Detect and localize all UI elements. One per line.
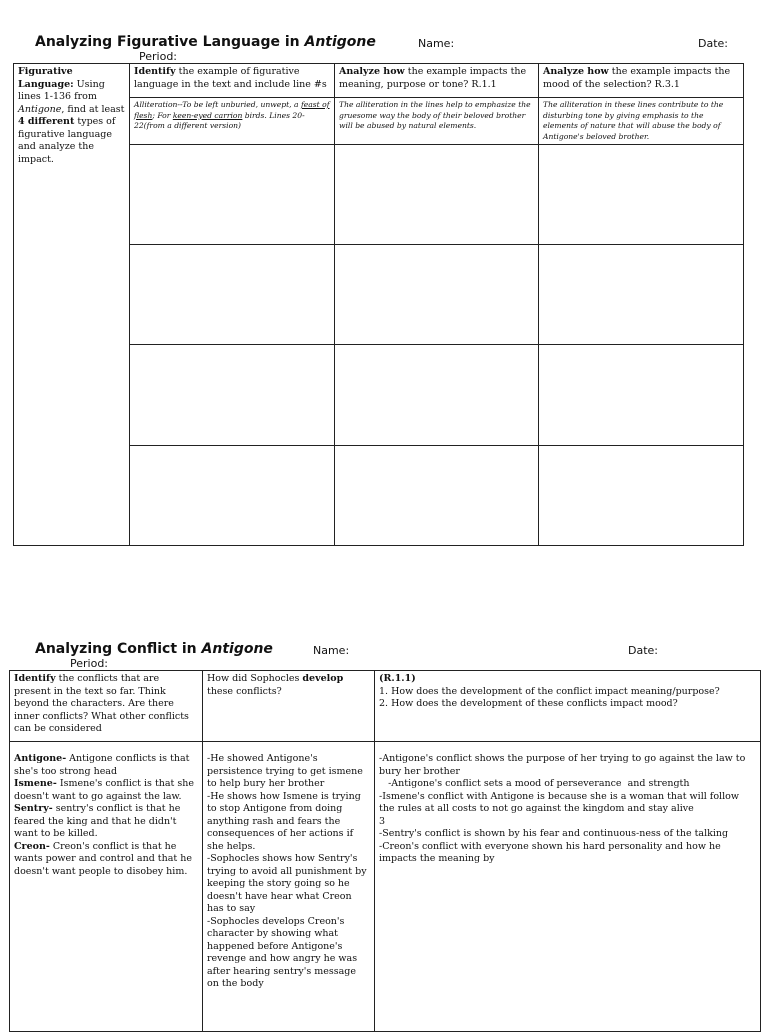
example-mood: The alliteration in these lines contribute to the disturbing tone by giving emphasis to the elements of nature that will abuse the body of Antigone's beloved brother.: [539, 98, 744, 145]
answer-cell[interactable]: [335, 245, 539, 345]
name-label: Name:: [418, 37, 455, 50]
period-label: Period:: [70, 657, 109, 670]
header-bold: develop: [302, 673, 344, 684]
title-prefix: Analyzing Conflict in: [35, 641, 197, 657]
name-label: Name:: [313, 644, 350, 657]
conflict-name: Antigone-: [14, 753, 67, 764]
conflict-name: Creon-: [14, 840, 50, 852]
conflicts-cell[interactable]: [10, 742, 203, 1032]
instructions-bold: Figurative Language:: [18, 66, 74, 90]
header-mood: [539, 64, 744, 98]
conflict-text: sentry's conflict is that he feared the king and that he didn't want to be killed.: [14, 803, 181, 839]
conflict-title: [35, 641, 273, 657]
answer-cell[interactable]: [335, 345, 539, 446]
conflict-text: Ismene's conflict is that she doesn't want to go against the law.: [14, 778, 194, 802]
example-text: Alliteration--To be left unburied, unwept, a: [134, 100, 301, 109]
table-header-row: [14, 64, 744, 98]
answer-cell[interactable]: [539, 145, 744, 245]
header-bold: Identify: [14, 673, 56, 684]
header-bold: Identify: [134, 66, 176, 77]
conflict-entry: [14, 753, 198, 778]
header-bold: (R.1.1): [379, 673, 416, 684]
instructions-cell: [14, 64, 130, 546]
header-text: How did Sophocles: [207, 673, 303, 684]
header-identify: [130, 64, 335, 98]
conflict-name: Sentry-: [14, 803, 53, 814]
example-text: ; For: [152, 110, 173, 120]
example-identify: [130, 98, 335, 145]
header-bold: Analyze how: [543, 66, 609, 77]
table-header-row: [10, 671, 761, 742]
answer-cell[interactable]: [130, 145, 335, 245]
header-text: the example of figurative language in the text and include line #s: [134, 66, 327, 90]
answer-cell[interactable]: [130, 345, 335, 446]
impact-cell[interactable]: -Antigone's conflict shows the purpose of her trying to go against the law to bury her brother -Antigone's conflict sets a mood of perseverance and strength -Ismene's conflict with Antigone is because she is a woman that will follow the rules at all costs to not go against the kingdom and stay alive 3 -Sentry's conflict is shown by his fear and continuous-ness of the talking -Creon's conflict with everyone shown his hard personality and how he impacts the meaning by: [375, 742, 761, 1032]
answer-cell[interactable]: [130, 245, 335, 345]
header-text: the example impacts the mood of the selection? R.3.1: [543, 66, 731, 90]
header-identify-conflicts: [10, 671, 203, 742]
instructions-bold: 4 different: [18, 116, 75, 127]
example-meaning: The alliteration in the lines help to emphasize the gruesome way the body of their beloved brother will be abused by natural elements.: [335, 98, 539, 145]
example-text: birds. Lines 20-22(from a different version): [134, 110, 305, 130]
title-work: Antigone: [304, 34, 376, 50]
title-prefix: Analyzing Figurative Language in: [35, 34, 300, 50]
instructions-italic: Antigone: [18, 103, 62, 115]
conflict-table: [9, 670, 761, 1032]
instructions-text: , find at least: [61, 103, 125, 115]
conflict-text: Antigone conflicts is that she's too strong head: [14, 753, 190, 777]
header-text: the example impacts the meaning, purpose or tone? R.1.1: [339, 66, 527, 90]
instructions-text: types of figurative language and analyze the impact.: [18, 116, 116, 165]
header-meaning: [335, 64, 539, 98]
title-work: Antigone: [201, 641, 273, 657]
figurative-language-table: [13, 63, 744, 546]
answer-cell[interactable]: [130, 446, 335, 546]
answer-row: [10, 742, 761, 1032]
example-underline: keen-eyed carrion: [172, 110, 243, 120]
header-text: 2. How does the development of these conflicts impact mood?: [379, 698, 678, 709]
conflict-text: Creon's conflict is that he wants power and control and that he doesn't want people to disobey him.: [14, 840, 192, 877]
example-underline: feast of flesh: [134, 100, 330, 120]
conflict-name: Ismene-: [14, 778, 57, 789]
header-text: the conflicts that are present in the text so far. Think beyond the characters. Are there inner conflicts? What other conflicts can be considered: [14, 673, 189, 734]
figurative-language-title: [35, 34, 376, 50]
answer-cell[interactable]: [539, 446, 744, 546]
header-bold: Analyze how: [339, 66, 405, 77]
header-text: 1. How does the development of the conflict impact meaning/purpose?: [379, 685, 720, 697]
conflict-entry: [14, 803, 198, 841]
development-cell[interactable]: -He showed Antigone's persistence trying to get ismene to help bury her brother -He shows how Ismene is trying to stop Antigone from doing anything rash and fears the consequences of her actions if she helps. -Sophocles shows how Sentry's trying to avoid all punishment by keeping the story going so he doesn't have hear what Creon has to say -Sophocles develops Creon's character by showing what happened before Antigone's revenge and how angry he was after hearing sentry's message on the body: [203, 742, 375, 1032]
date-label: Date:: [628, 644, 658, 657]
answer-cell[interactable]: [539, 245, 744, 345]
header-impact: [375, 671, 761, 742]
date-label: Date:: [698, 37, 728, 50]
instructions-text: Using lines 1-136 from: [18, 78, 105, 102]
conflict-entry: [14, 841, 198, 879]
answer-cell[interactable]: [335, 145, 539, 245]
period-label: Period:: [139, 50, 178, 63]
header-text: these conflicts?: [207, 685, 282, 697]
answer-cell[interactable]: [335, 446, 539, 546]
conflict-entry: [14, 778, 198, 803]
header-develop: [203, 671, 375, 742]
answer-cell[interactable]: [539, 345, 744, 446]
